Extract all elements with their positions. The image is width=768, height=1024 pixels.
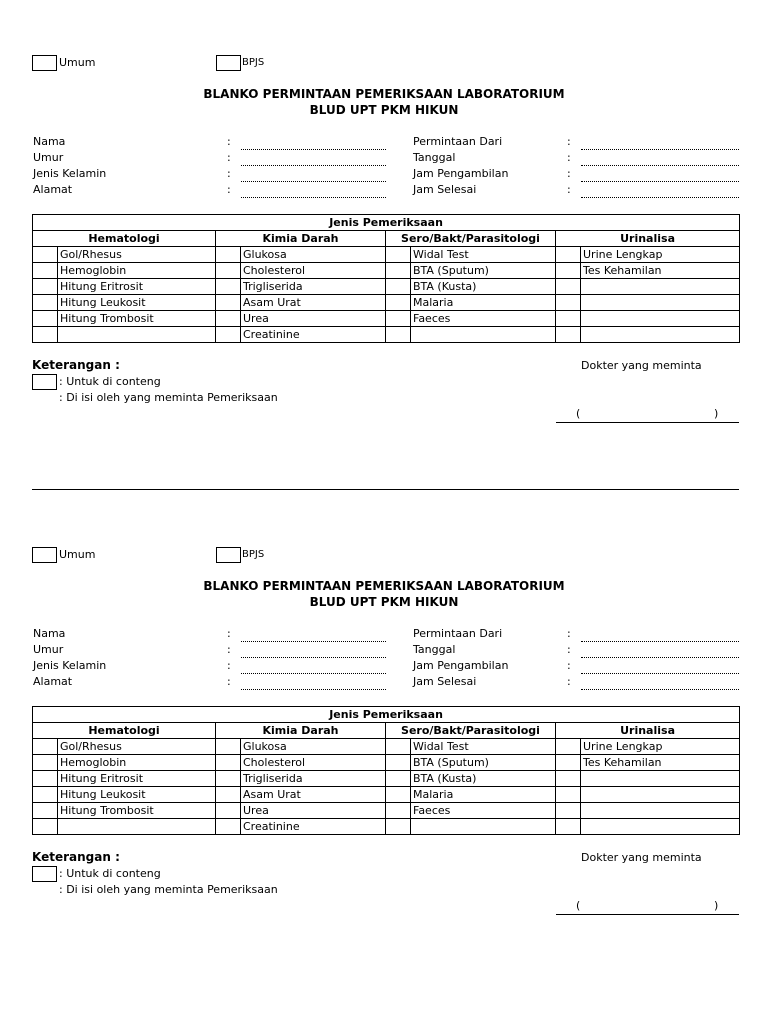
field-colon: : — [227, 135, 231, 148]
sero-item: Faeces — [411, 311, 556, 327]
kim-item: Trigliserida — [241, 771, 386, 787]
table-row — [33, 787, 740, 803]
tanggal-label: Tanggal — [413, 151, 456, 164]
sign-close: ) — [714, 899, 719, 912]
field-colon: : — [227, 659, 231, 672]
hem-item: Gol/Rhesus — [58, 247, 216, 263]
table-row — [33, 295, 740, 311]
kim-item: Creatinine — [241, 327, 386, 343]
uri-item — [581, 311, 740, 327]
form-title-line1: BLANKO PERMINTAAN PEMERIKSAAN LABORATORIUM — [203, 579, 565, 593]
check-cell[interactable] — [216, 311, 241, 327]
ket-isi: : Di isi oleh yang meminta Pemeriksaan — [59, 391, 278, 404]
hem-item: Hitung Trombosit — [58, 311, 216, 327]
table-title: Jenis Pemeriksaan — [33, 215, 740, 231]
kim-item: Urea — [241, 311, 386, 327]
check-cell[interactable] — [386, 787, 411, 803]
check-cell[interactable] — [556, 279, 581, 295]
nama-field[interactable] — [241, 149, 386, 150]
table-row — [33, 263, 740, 279]
sero-item: BTA (Sputum) — [411, 755, 556, 771]
bpjs-label: BPJS — [242, 549, 265, 560]
check-cell[interactable] — [216, 295, 241, 311]
kim-item: Asam Urat — [241, 295, 386, 311]
check-cell[interactable] — [33, 819, 58, 835]
field-colon: : — [227, 643, 231, 656]
check-cell[interactable] — [33, 311, 58, 327]
hem-item: Gol/Rhesus — [58, 739, 216, 755]
col-kimia-darah: Kimia Darah — [216, 231, 386, 247]
field-colon: : — [567, 167, 571, 180]
check-cell[interactable] — [216, 739, 241, 755]
sign-open: ( — [576, 407, 581, 420]
table-row — [33, 327, 740, 343]
legend-checkbox — [32, 374, 57, 390]
col-sero: Sero/Bakt/Parasitologi — [386, 723, 556, 739]
uri-item: Urine Lengkap — [581, 247, 740, 263]
check-cell[interactable] — [33, 803, 58, 819]
nama-label: Nama — [33, 135, 66, 148]
sero-item: Malaria — [411, 295, 556, 311]
check-cell[interactable] — [386, 247, 411, 263]
jenis-kelamin-label: Jenis Kelamin — [33, 659, 107, 672]
umum-label: Umum — [59, 56, 96, 69]
sero-item: Faeces — [411, 803, 556, 819]
ket-conteng: : Untuk di conteng — [59, 375, 161, 388]
check-cell[interactable] — [386, 263, 411, 279]
kim-item: Cholesterol — [241, 263, 386, 279]
check-cell[interactable] — [216, 803, 241, 819]
check-cell[interactable] — [556, 327, 581, 343]
sero-item — [411, 819, 556, 835]
sign-open: ( — [576, 899, 581, 912]
hem-item: Hitung Trombosit — [58, 803, 216, 819]
table-row — [33, 247, 740, 263]
uri-item: Urine Lengkap — [581, 739, 740, 755]
sign-close: ) — [714, 407, 719, 420]
col-hematologi: Hematologi — [33, 723, 216, 739]
field-colon: : — [227, 675, 231, 688]
check-cell[interactable] — [216, 263, 241, 279]
signature-line[interactable] — [556, 914, 739, 915]
lab-request-form-1 — [0, 0, 768, 492]
tanggal-field[interactable] — [581, 165, 739, 166]
col-urinalisa: Urinalisa — [556, 723, 740, 739]
uri-item — [581, 771, 740, 787]
umum-label: Umum — [59, 548, 96, 561]
check-cell[interactable] — [33, 295, 58, 311]
umur-field[interactable] — [241, 165, 386, 166]
hem-item — [58, 327, 216, 343]
kim-item: Glukosa — [241, 247, 386, 263]
check-cell[interactable] — [556, 295, 581, 311]
table-row — [33, 755, 740, 771]
check-cell[interactable] — [216, 279, 241, 295]
alamat-field[interactable] — [241, 689, 386, 690]
check-cell[interactable] — [386, 311, 411, 327]
table-row — [33, 771, 740, 787]
alamat-label: Alamat — [33, 183, 73, 196]
field-colon: : — [567, 183, 571, 196]
check-cell[interactable] — [216, 755, 241, 771]
alamat-field[interactable] — [241, 197, 386, 198]
table-row — [33, 279, 740, 295]
sero-item: BTA (Sputum) — [411, 263, 556, 279]
jam-selesai-field[interactable] — [581, 197, 739, 198]
jam-pengambilan-label: Jam Pengambilan — [413, 659, 509, 672]
legend-checkbox — [32, 866, 57, 882]
permintaan-dari-label: Permintaan Dari — [413, 135, 503, 148]
keterangan-label: Keterangan : — [32, 850, 120, 864]
permintaan-dari-label: Permintaan Dari — [413, 627, 503, 640]
check-cell[interactable] — [216, 819, 241, 835]
sero-item — [411, 327, 556, 343]
check-cell[interactable] — [556, 739, 581, 755]
check-cell[interactable] — [556, 819, 581, 835]
jenis-kelamin-field[interactable] — [241, 673, 386, 674]
umur-field[interactable] — [241, 657, 386, 658]
check-cell[interactable] — [386, 327, 411, 343]
field-colon: : — [567, 135, 571, 148]
bpjs-checkbox[interactable] — [216, 547, 241, 563]
check-cell[interactable] — [556, 263, 581, 279]
table-header-row — [33, 723, 740, 739]
check-cell[interactable] — [556, 803, 581, 819]
check-cell[interactable] — [556, 787, 581, 803]
permintaan-dari-field[interactable] — [581, 641, 739, 642]
check-cell[interactable] — [33, 755, 58, 771]
hem-item: Hitung Leukosit — [58, 295, 216, 311]
form-title-line2: BLUD UPT PKM HIKUN — [309, 103, 459, 117]
uri-item — [581, 279, 740, 295]
uri-item: Tes Kehamilan — [581, 263, 740, 279]
check-cell[interactable] — [556, 771, 581, 787]
field-colon: : — [567, 627, 571, 640]
check-cell[interactable] — [556, 755, 581, 771]
check-cell[interactable] — [33, 327, 58, 343]
nama-label: Nama — [33, 627, 66, 640]
check-cell[interactable] — [386, 771, 411, 787]
umur-label: Umur — [33, 151, 64, 164]
check-cell[interactable] — [33, 739, 58, 755]
hem-item: Hemoglobin — [58, 755, 216, 771]
uri-item — [581, 327, 740, 343]
cut-line — [32, 489, 739, 490]
check-cell[interactable] — [556, 247, 581, 263]
dokter-label: Dokter yang meminta — [581, 359, 702, 372]
kim-item: Trigliserida — [241, 279, 386, 295]
check-cell[interactable] — [386, 739, 411, 755]
kim-item: Asam Urat — [241, 787, 386, 803]
sero-item: Widal Test — [411, 247, 556, 263]
uri-item — [581, 819, 740, 835]
check-cell[interactable] — [33, 263, 58, 279]
table-title: Jenis Pemeriksaan — [33, 707, 740, 723]
lab-request-form-2 — [0, 492, 768, 984]
hem-item: Hitung Eritrosit — [58, 279, 216, 295]
jenis-kelamin-label: Jenis Kelamin — [33, 167, 107, 180]
col-kimia-darah: Kimia Darah — [216, 723, 386, 739]
field-colon: : — [567, 659, 571, 672]
field-colon: : — [227, 627, 231, 640]
hem-item: Hitung Leukosit — [58, 787, 216, 803]
kim-item: Creatinine — [241, 819, 386, 835]
kim-item: Urea — [241, 803, 386, 819]
exam-table — [32, 214, 740, 343]
check-cell[interactable] — [216, 771, 241, 787]
col-sero: Sero/Bakt/Parasitologi — [386, 231, 556, 247]
tanggal-label: Tanggal — [413, 643, 456, 656]
hem-item: Hemoglobin — [58, 263, 216, 279]
sero-item: BTA (Kusta) — [411, 279, 556, 295]
hem-item — [58, 819, 216, 835]
field-colon: : — [567, 151, 571, 164]
field-colon: : — [227, 167, 231, 180]
check-cell[interactable] — [33, 771, 58, 787]
umur-label: Umur — [33, 643, 64, 656]
table-row — [33, 739, 740, 755]
kim-item: Glukosa — [241, 739, 386, 755]
jam-selesai-field[interactable] — [581, 689, 739, 690]
alamat-label: Alamat — [33, 675, 73, 688]
form-title-line2: BLUD UPT PKM HIKUN — [309, 595, 459, 609]
jam-pengambilan-field[interactable] — [581, 673, 739, 674]
table-row — [33, 803, 740, 819]
bpjs-label: BPJS — [242, 57, 265, 68]
col-hematologi: Hematologi — [33, 231, 216, 247]
check-cell[interactable] — [33, 279, 58, 295]
umum-checkbox[interactable] — [32, 547, 57, 563]
exam-table — [32, 706, 740, 835]
jam-pengambilan-label: Jam Pengambilan — [413, 167, 509, 180]
table-title-row — [33, 707, 740, 723]
umum-checkbox[interactable] — [32, 55, 57, 71]
field-colon: : — [227, 151, 231, 164]
check-cell[interactable] — [556, 311, 581, 327]
ket-conteng: : Untuk di conteng — [59, 867, 161, 880]
nama-field[interactable] — [241, 641, 386, 642]
dokter-label: Dokter yang meminta — [581, 851, 702, 864]
check-cell[interactable] — [386, 755, 411, 771]
kim-item: Cholesterol — [241, 755, 386, 771]
ket-isi: : Di isi oleh yang meminta Pemeriksaan — [59, 883, 278, 896]
check-cell[interactable] — [33, 787, 58, 803]
table-row — [33, 819, 740, 835]
table-title-row — [33, 215, 740, 231]
tanggal-field[interactable] — [581, 657, 739, 658]
table-row — [33, 311, 740, 327]
sero-item: BTA (Kusta) — [411, 771, 556, 787]
check-cell[interactable] — [386, 295, 411, 311]
check-cell[interactable] — [216, 787, 241, 803]
check-cell[interactable] — [386, 279, 411, 295]
uri-item — [581, 787, 740, 803]
bpjs-checkbox[interactable] — [216, 55, 241, 71]
field-colon: : — [567, 675, 571, 688]
check-cell[interactable] — [386, 803, 411, 819]
uri-item — [581, 803, 740, 819]
check-cell[interactable] — [216, 327, 241, 343]
field-colon: : — [227, 183, 231, 196]
check-cell[interactable] — [216, 247, 241, 263]
col-urinalisa: Urinalisa — [556, 231, 740, 247]
permintaan-dari-field[interactable] — [581, 149, 739, 150]
check-cell[interactable] — [33, 247, 58, 263]
table-header-row — [33, 231, 740, 247]
signature-line[interactable] — [556, 422, 739, 423]
form-title-line1: BLANKO PERMINTAAN PEMERIKSAAN LABORATORIUM — [203, 87, 565, 101]
jam-selesai-label: Jam Selesai — [413, 183, 477, 196]
uri-item: Tes Kehamilan — [581, 755, 740, 771]
jenis-kelamin-field[interactable] — [241, 181, 386, 182]
uri-item — [581, 295, 740, 311]
sero-item: Widal Test — [411, 739, 556, 755]
check-cell[interactable] — [386, 819, 411, 835]
sero-item: Malaria — [411, 787, 556, 803]
jam-pengambilan-field[interactable] — [581, 181, 739, 182]
keterangan-label: Keterangan : — [32, 358, 120, 372]
field-colon: : — [567, 643, 571, 656]
jam-selesai-label: Jam Selesai — [413, 675, 477, 688]
hem-item: Hitung Eritrosit — [58, 771, 216, 787]
